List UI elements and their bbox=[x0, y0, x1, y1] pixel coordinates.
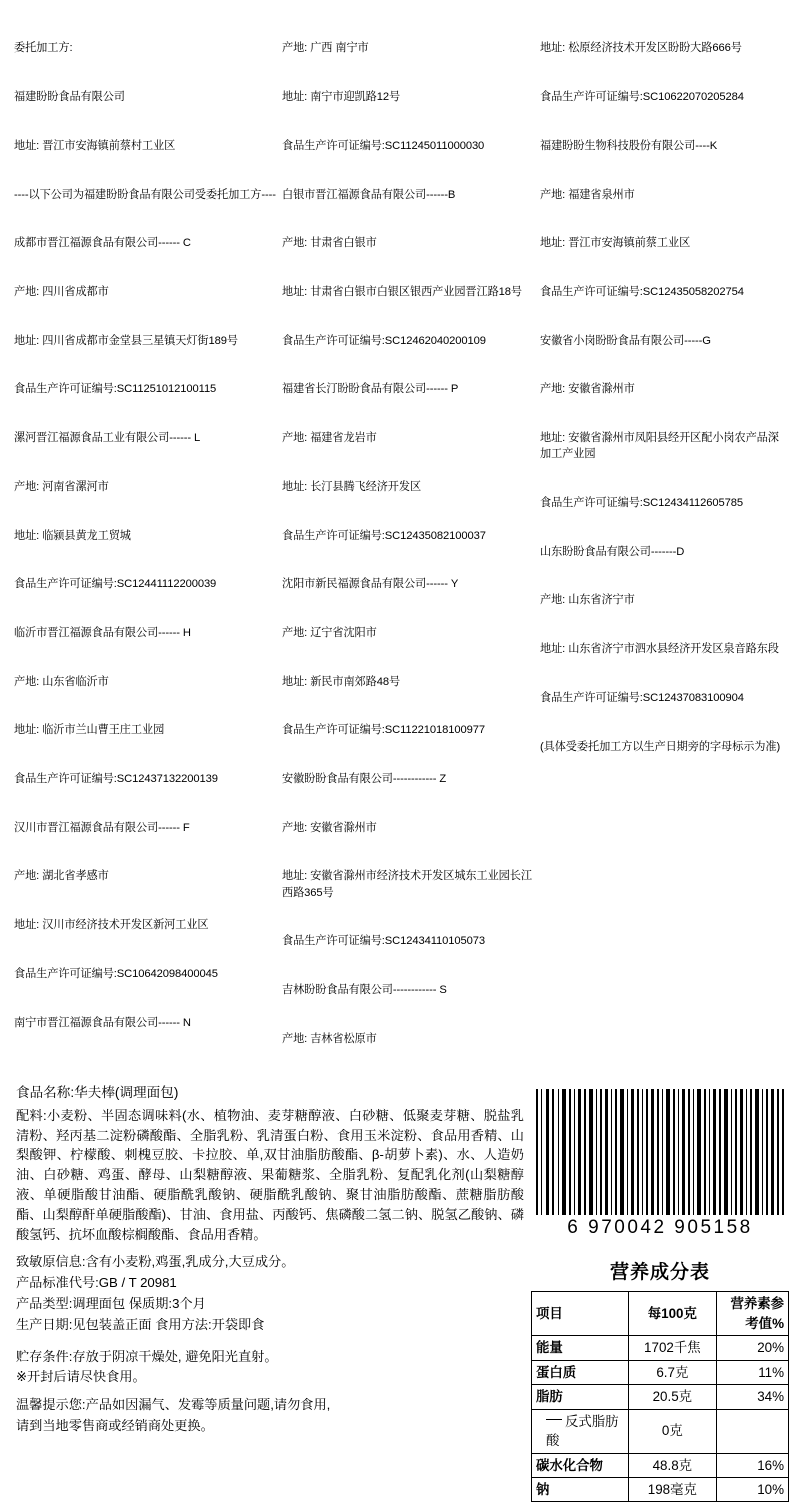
storage-note: ※开封后请尽快食用。 bbox=[16, 1369, 146, 1385]
nutrition-value: 0克 bbox=[629, 1409, 717, 1453]
info-line: 食品生产许可证编号:SC11251012100115 bbox=[14, 383, 217, 396]
nutrition-header-nrv: 营养素参考值% bbox=[716, 1292, 788, 1336]
info-line: 地址: 松原经济技术开发区盼盼大路666号 bbox=[540, 42, 742, 55]
barcode-nutrition-panel bbox=[524, 1083, 790, 1502]
info-line: 产地: 辽宁省沈阳市 bbox=[282, 626, 377, 639]
table-row bbox=[532, 1336, 789, 1360]
info-line: 食品生产许可证编号:SC12434110105073 bbox=[282, 935, 486, 948]
production-date: 生产日期:见包装盖正面 bbox=[16, 1316, 152, 1332]
nutrition-nrv: 16% bbox=[716, 1453, 788, 1477]
info-line: 产地: 安徽省滁州市 bbox=[540, 383, 635, 396]
info-line: 南宁市晋江福源食品有限公司------ N bbox=[14, 1016, 191, 1029]
info-line: 食品生产许可证编号:SC12441112200039 bbox=[14, 578, 217, 591]
table-row bbox=[532, 1385, 789, 1409]
info-line: 安徽盼盼食品有限公司------------ Z bbox=[282, 773, 447, 786]
info-line: 地址: 南宁市迎凯路12号 bbox=[282, 91, 401, 104]
manufacturer-column-3 bbox=[540, 8, 786, 1079]
info-line: 产地: 四川省成都市 bbox=[14, 285, 109, 298]
info-line: 福建省长汀盼盼食品有限公司------ P bbox=[282, 383, 459, 396]
nutrition-item: 碳水化合物 bbox=[532, 1453, 629, 1477]
info-line: 漯河晋江福源食品工业有限公司------ L bbox=[14, 432, 201, 445]
nutrition-table bbox=[531, 1291, 789, 1502]
usage-method: 食用方法:开袋即食 bbox=[155, 1316, 265, 1332]
nutrition-item-sub-label: 反式脂肪酸 bbox=[546, 1413, 619, 1449]
info-line: 地址: 四川省成都市金堂县三星镇天灯街189号 bbox=[14, 334, 238, 347]
nutrition-value: 1702千焦 bbox=[629, 1336, 717, 1360]
info-line: 委托加工方: bbox=[14, 42, 73, 55]
info-line: 产地: 福建省泉州市 bbox=[540, 188, 635, 201]
table-row bbox=[532, 1360, 789, 1384]
info-line: 福建盼盼生物科技股份有限公司----K bbox=[540, 139, 718, 152]
quality-notice-line-1: 温馨提示您:产品如因漏气、发霉等质量问题,请勿食用, bbox=[16, 1397, 331, 1413]
nutrition-header-row bbox=[532, 1292, 789, 1336]
info-line: 食品生产许可证编号:SC12437132200139 bbox=[14, 773, 218, 786]
table-row bbox=[532, 1409, 789, 1453]
info-line: 地址: 晋江市安海镇前蔡村工业区 bbox=[14, 139, 176, 152]
label-body bbox=[0, 1079, 800, 1502]
info-line: 产地: 广西 南宁市 bbox=[282, 42, 369, 55]
storage-condition: 贮存条件:存放于阴凉干燥处, 避免阳光直射。 bbox=[16, 1348, 278, 1364]
nutrition-value: 20.5克 bbox=[629, 1385, 717, 1409]
nutrition-nrv: 10% bbox=[716, 1477, 788, 1501]
info-line: 产地: 山东省济宁市 bbox=[540, 594, 635, 607]
product-details bbox=[16, 1083, 524, 1502]
info-line: 地址: 山东省济宁市泗水县经济开发区泉音路东段 bbox=[540, 643, 779, 656]
nutrition-table-title: 营养成分表 bbox=[609, 1262, 710, 1284]
info-line: 地址: 晋江市安海镇前蔡工业区 bbox=[540, 237, 691, 250]
info-line: 食品生产许可证编号:SC12462040200109 bbox=[282, 334, 486, 347]
info-line: 食品生产许可证编号:SC12437083100904 bbox=[540, 691, 744, 704]
info-line: 产地: 安徽省滁州市 bbox=[282, 821, 377, 834]
info-line: 食品生产许可证编号:SC11245011000030 bbox=[282, 139, 485, 152]
info-line: 产地: 吉林省松原市 bbox=[282, 1032, 377, 1045]
nutrition-value: 48.8克 bbox=[629, 1453, 717, 1477]
manufacturer-column-1 bbox=[14, 8, 282, 1079]
shelf-life: 保质期:3个月 bbox=[128, 1296, 206, 1312]
nutrition-nrv: 34% bbox=[716, 1385, 788, 1409]
nutrition-nrv bbox=[716, 1409, 788, 1453]
info-line: 汉川市晋江福源食品有限公司------ F bbox=[14, 821, 190, 834]
indent-dash-icon bbox=[546, 1419, 562, 1420]
info-line: 产地: 山东省临沂市 bbox=[14, 675, 109, 688]
nutrition-item: 脂肪 bbox=[532, 1385, 629, 1409]
nutrition-item-sub bbox=[532, 1409, 629, 1453]
nutrition-value: 198毫克 bbox=[629, 1477, 717, 1501]
nutrition-value: 6.7克 bbox=[629, 1360, 717, 1384]
barcode-number: 6 970042 905158 bbox=[567, 1217, 753, 1239]
ingredients-block bbox=[16, 1106, 524, 1245]
info-line: 成都市晋江福源食品有限公司------ C bbox=[14, 237, 191, 250]
nutrition-nrv: 20% bbox=[716, 1336, 788, 1360]
table-row bbox=[532, 1477, 789, 1501]
info-line: 食品生产许可证编号:SC12434112605785 bbox=[540, 497, 744, 510]
info-line: 安徽省小岗盼盼食品有限公司-----G bbox=[540, 334, 711, 347]
info-line: 地址: 甘肃省白银市白银区银西产业园晋江路18号 bbox=[282, 285, 523, 298]
nutrition-item: 钠 bbox=[532, 1477, 629, 1501]
ingredients-value: 小麦粉、半固态调味料(水、植物油、麦芽糖醇液、白砂糖、低聚麦芽糖、脱盐乳清粉、羟丙基二淀粉磷酸酯、全脂乳粉、乳清蛋白粉、食用玉米淀粉、食品用香精、山梨酸钾、柠檬酸、刺槐豆胶、卡拉胶、单,双甘油脂肪酸酯、β-胡萝卜素)、水、人造奶油、白砂糖、鸡蛋、酵母、山梨糖醇液、果葡糖浆、全脂乳粉、复配乳化剂(山梨糖醇液、单硬脂酸甘油酯、硬脂酰乳酸钠、硬脂酰乳酸钠、聚甘油脂肪酸酯、蔗糖脂肪酸酯、山梨醇酐单硬脂酸酯)、甘油、食用盐、丙酸钙、焦磷酸二氢二钠、脱氢乙酸钠、磷酸氢钙、抗坏血酸棕榈酸酯、食品用香精。 bbox=[16, 1107, 524, 1242]
product-standard: 产品标准代号:GB / T 20981 bbox=[16, 1275, 177, 1291]
nutrition-nrv: 11% bbox=[716, 1360, 788, 1384]
nutrition-item: 蛋白质 bbox=[532, 1360, 629, 1384]
info-line: 食品生产许可证编号:SC10642098400045 bbox=[14, 967, 218, 980]
product-name-line bbox=[16, 1083, 524, 1103]
product-name-label: 食品名称: bbox=[16, 1085, 75, 1101]
info-line: 福建盼盼食品有限公司 bbox=[14, 91, 125, 104]
info-line: 白银市晋江福源食品有限公司------B bbox=[282, 188, 456, 201]
allergen-info: 致敏原信息:含有小麦粉,鸡蛋,乳成分,大豆成分。 bbox=[16, 1254, 295, 1270]
info-line: 地址: 汉川市经济技术开发区新河工业区 bbox=[14, 919, 209, 932]
info-line: 食品生产许可证编号:SC12435058202754 bbox=[540, 285, 744, 298]
info-line: 沈阳市新民福源食品有限公司------ Y bbox=[282, 578, 459, 591]
barcode-image bbox=[530, 1089, 790, 1215]
info-line: 地址: 临颍县黄龙工贸城 bbox=[14, 529, 131, 542]
info-line: 产地: 甘肃省白银市 bbox=[282, 237, 377, 250]
date-usage-row bbox=[16, 1315, 524, 1335]
nutrition-item: 能量 bbox=[532, 1336, 629, 1360]
info-line: 吉林盼盼食品有限公司------------ S bbox=[282, 984, 447, 997]
nutrition-header-per100g: 每100克 bbox=[629, 1292, 717, 1336]
info-line: 地址: 临沂市兰山曹王庄工业园 bbox=[14, 724, 165, 737]
info-line: 临沂市晋江福源食品有限公司------ H bbox=[14, 626, 191, 639]
info-line: 产地: 福建省龙岩市 bbox=[282, 432, 377, 445]
info-line: (具体受委托加工方以生产日期旁的字母标示为准) bbox=[540, 740, 781, 753]
product-type: 产品类型:调理面包 bbox=[16, 1296, 126, 1312]
info-line: 地址: 新民市南郊路48号 bbox=[282, 675, 401, 688]
info-line: 食品生产许可证编号:SC11221018100977 bbox=[282, 724, 486, 737]
info-line: 食品生产许可证编号:SC12435082100037 bbox=[282, 529, 486, 542]
info-line: 产地: 湖北省孝感市 bbox=[14, 870, 109, 883]
info-line: 山东盼盼食品有限公司-------D bbox=[540, 545, 685, 558]
type-shelf-row bbox=[16, 1294, 524, 1314]
info-line: 产地: 河南省漯河市 bbox=[14, 480, 109, 493]
info-line: 地址: 安徽省滁州市凤阳县经开区配小岗农产品深加工产业园 bbox=[540, 432, 779, 461]
info-line: ----以下公司为福建盼盼食品有限公司受委托加工方---- bbox=[14, 188, 276, 201]
info-line: 地址: 安徽省滁州市经济技术开发区城东工业园长江西路365号 bbox=[282, 870, 532, 899]
ingredients-label: 配料: bbox=[16, 1107, 47, 1123]
info-line: 食品生产许可证编号:SC10622070205284 bbox=[540, 91, 744, 104]
product-name-value: 华夫棒(调理面包) bbox=[74, 1085, 179, 1101]
info-line: 地址: 长汀县腾飞经济开发区 bbox=[282, 480, 422, 493]
manufacturer-column-2 bbox=[282, 8, 540, 1079]
quality-notice-line-2: 请到当地零售商或经销商处更换。 bbox=[16, 1418, 214, 1434]
nutrition-header-item: 项目 bbox=[532, 1292, 629, 1336]
table-row bbox=[532, 1453, 789, 1477]
